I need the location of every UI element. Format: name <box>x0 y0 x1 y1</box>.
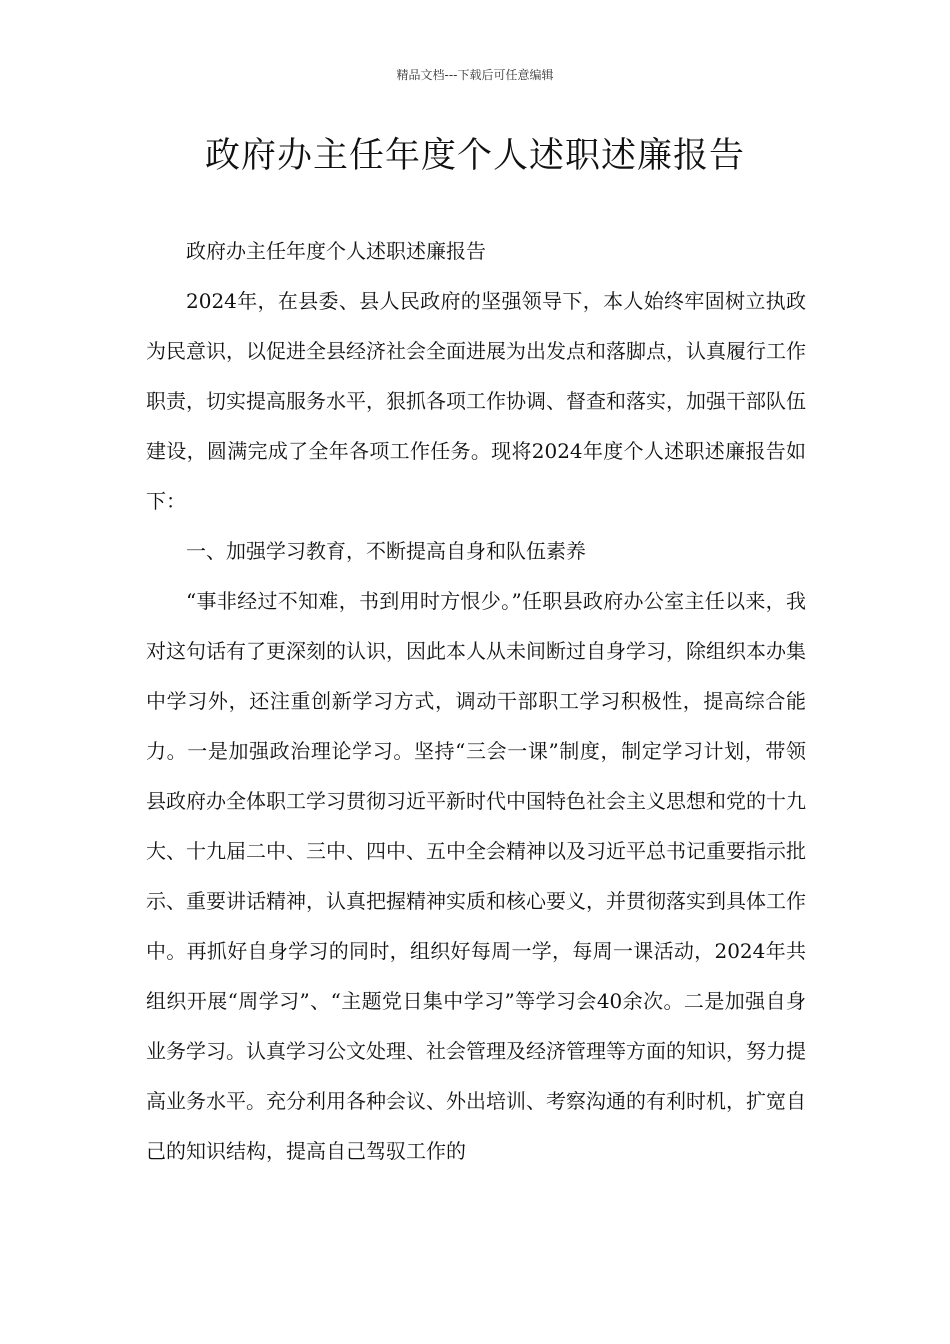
document-body <box>146 226 806 1176</box>
body-paragraph-study: “事非经过不知难，书到用时方恨少。”任职县政府办公室主任以来，我对这句话有了更深刻的认识，因此本人从未间断过自身学习，除组织本办集中学习外，还注重创新学习方式，调动干部职工学习积极性，提高综合能力。一是加强政治理论学习。坚持“三会一课”制度，制定学习计划，带领县政府办全体职工学习贯彻习近平新时代中国特色社会主义思想和党的十九大、十九届二中、三中、四中、五中全会精神以及习近平总书记重要指示批示、重要讲话精神，认真把握精神实质和核心要义，并贯彻落实到具体工作中。再抓好自身学习的同时，组织好每周一学，每周一课活动，2024年共组织开展“周学习”、“主题党日集中学习”等学习会40余次。二是加强自身业务学习。认真学习公文处理、社会管理及经济管理等方面的知识，努力提高业务水平。充分利用各种会议、外出培训、考察沟通的有利时机，扩宽自己的知识结构，提高自己驾驭工作的 <box>146 589 806 1163</box>
document-title: 政府办主任年度个人述职述廉报告 <box>204 136 745 176</box>
body-paragraph-intro: 2024年，在县委、县人民政府的坚强领导下，本人始终牢固树立执政为民意识，以促进全县经济社会全面进展为出发点和落脚点，认真履行工作职责，切实提高服务水平，狠抓各项工作协调、督查和落实，加强干部队伍建设，圆满完成了全年各项工作任务。现将2024年度个人述职述廉报告如下： <box>146 289 806 513</box>
body-paragraph-subtitle: 政府办主任年度个人述职述廉报告 <box>186 239 486 263</box>
body-paragraph-section-heading: 一、加强学习教育，不断提高自身和队伍素养 <box>186 539 586 563</box>
header-note: 精品文档---下载后可任意编辑 <box>396 68 554 82</box>
